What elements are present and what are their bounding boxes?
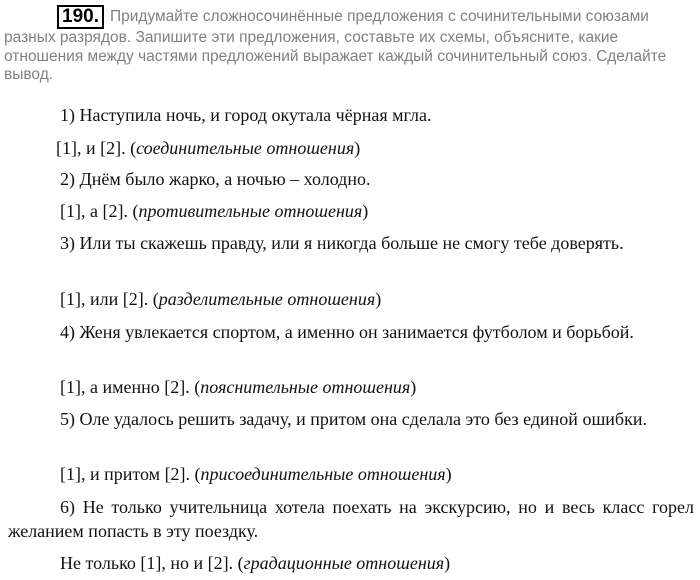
relation-type: разделительные отношения <box>158 289 376 309</box>
scheme-formula: [1], или [2]. ( <box>60 289 159 309</box>
exercise-number: 190. <box>57 5 104 29</box>
relation-type: пояснительные отношения <box>200 377 411 397</box>
scheme-formula: Не только [1], но и [2]. ( <box>60 553 244 573</box>
relation-type: градационные отношения <box>243 553 445 573</box>
exercise-task-text: Придумайте сложносочинённые предложения с сочинительными союзами разных разрядов. Запишите эти предложения, составьте их схемы, объясните, какие отношения между частями предложений выражает каждый сочинительный союз. Сделайте вывод. <box>4 8 667 83</box>
scheme-close: ) <box>362 201 369 221</box>
scheme-close: ) <box>410 377 417 397</box>
scheme-2 <box>60 199 700 223</box>
scheme-formula: [1], и притом [2]. ( <box>60 464 201 484</box>
relation-type: противительные отношения <box>138 201 363 221</box>
scheme-formula: [1], и [2]. ( <box>56 138 137 158</box>
sentence-6: 6) Не только учительница хотела поехать на экскурсию, но и весь класс горел желанием попасть в эту поездку. <box>8 497 694 541</box>
scheme-1 <box>56 136 696 160</box>
sentence-4: 4) Женя увлекается спортом, а именно он занимается футболом и борьбой. <box>60 322 634 342</box>
scheme-formula: [1], а именно [2]. ( <box>60 377 201 397</box>
sentence-3: 3) Или ты скажешь правду, или я никогда больше не смогу тебе доверять. <box>60 233 624 253</box>
scheme-close: ) <box>375 289 382 309</box>
scheme-close: ) <box>445 464 452 484</box>
scheme-5 <box>60 462 700 486</box>
sentence-2: 2) Днём было жарко, а ночью – холодно. <box>60 169 371 189</box>
relation-type: соединительные отношения <box>136 138 355 158</box>
scheme-close: ) <box>444 553 451 573</box>
sentence-5: 5) Оле удалось решить задачу, и притом она сделала это без единой ошибки. <box>60 409 647 429</box>
scheme-3 <box>60 287 700 311</box>
sentence-1: 1) Наступила ночь, и город окутала чёрная мгла. <box>60 105 432 125</box>
relation-type: присоединительные отношения <box>200 464 446 484</box>
scheme-6 <box>60 551 700 575</box>
scheme-close: ) <box>354 138 361 158</box>
scheme-formula: [1], а [2]. ( <box>60 201 139 221</box>
exercise-task <box>4 5 694 85</box>
scheme-4 <box>60 375 700 399</box>
